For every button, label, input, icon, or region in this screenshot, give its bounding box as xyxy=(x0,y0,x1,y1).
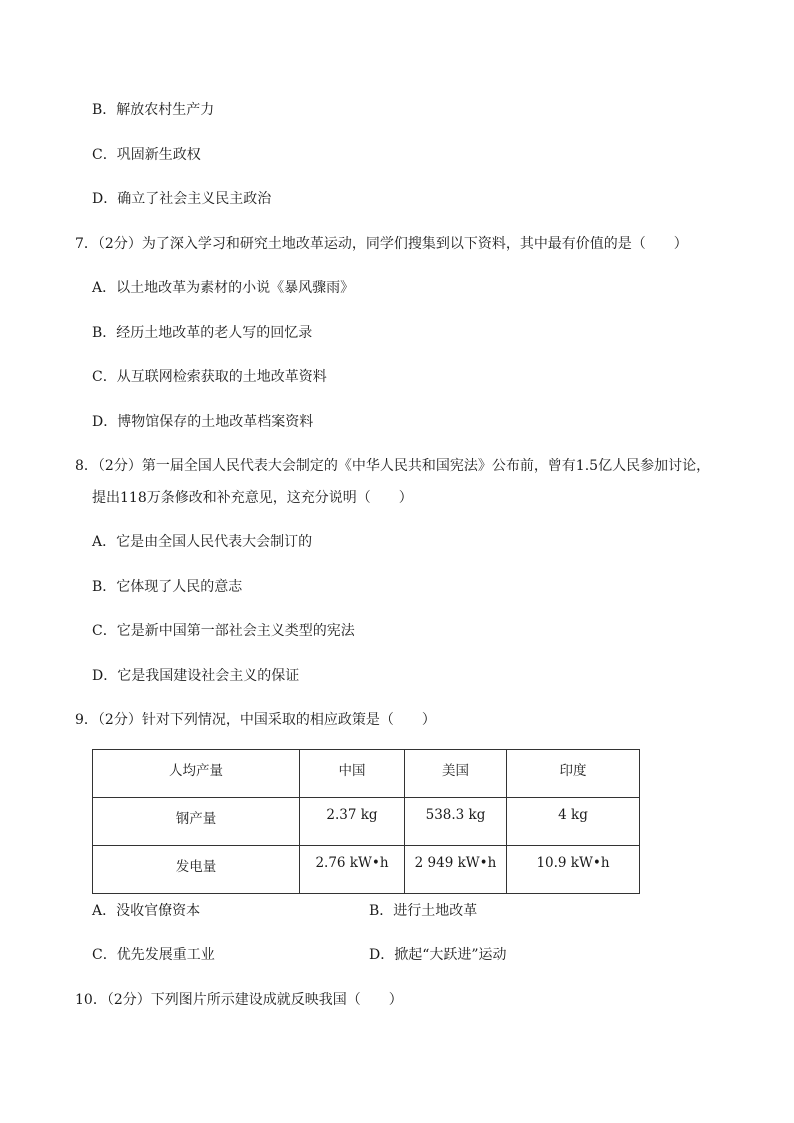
q9-option-a: A．没收官僚资本 xyxy=(92,903,201,919)
q6-option-c: C．巩固新生政权 xyxy=(92,147,201,163)
table-header-cell: 人均产量 xyxy=(93,750,300,798)
table-cell: 发电量 xyxy=(93,846,300,894)
q9-stem: 9．（2分）针对下列情况，中国采取的相应政策是（ ） xyxy=(75,712,436,728)
table-header-cell: 美国 xyxy=(405,750,507,798)
table-header-cell: 印度 xyxy=(507,750,640,798)
q8-option-d: D．它是我国建设社会主义的保证 xyxy=(92,668,300,684)
table-row xyxy=(93,846,640,894)
table-cell: 4 kg xyxy=(507,798,640,846)
table-cell: 10.9 kW•h xyxy=(507,846,640,894)
q7-option-c: C．从互联网检索获取的土地改革资料 xyxy=(92,369,327,385)
q6-option-d: D．确立了社会主义民主政治 xyxy=(92,191,272,207)
q7-option-d: D．博物馆保存的土地改革档案资料 xyxy=(92,414,314,430)
q9-option-d: D．掀起“大跃进”运动 xyxy=(369,947,507,963)
q6-option-b: B．解放农村生产力 xyxy=(92,102,215,118)
q8-option-b: B．它体现了人民的意志 xyxy=(92,579,243,595)
table-header-row xyxy=(93,750,640,798)
q8-stem-line1: 8．（2分）第一届全国人民代表大会制定的《中华人民共和国宪法》公布前，曾有1.5亿人民参加讨论， xyxy=(75,458,711,474)
q7-option-b: B．经历土地改革的老人写的回忆录 xyxy=(92,325,313,341)
table-cell: 2.76 kW•h xyxy=(300,846,405,894)
table-cell: 2.37 kg xyxy=(300,798,405,846)
q8-stem-line2: 提出118万条修改和补充意见，这充分说明（ ） xyxy=(92,490,413,506)
q7-stem: 7．（2分）为了深入学习和研究土地改革运动，同学们搜集到以下资料，其中最有价值的是（ ） xyxy=(75,236,688,252)
table-cell: 538.3 kg xyxy=(405,798,507,846)
table-cell: 2 949 kW•h xyxy=(405,846,507,894)
q8-option-c: C．它是新中国第一部社会主义类型的宪法 xyxy=(92,623,355,639)
q9-option-b: B．进行土地改革 xyxy=(369,903,478,919)
q8-option-a: A．它是由全国人民代表大会制订的 xyxy=(92,534,313,550)
q9-option-c: C．优先发展重工业 xyxy=(92,947,215,963)
table-header-cell: 中国 xyxy=(300,750,405,798)
q10-stem: 10．（2分）下列图片所示建设成就反映我国（ ） xyxy=(75,992,403,1008)
table-row xyxy=(93,798,640,846)
table-cell: 钢产量 xyxy=(93,798,300,846)
q7-option-a: A．以土地改革为素材的小说《暴风骤雨》 xyxy=(92,280,355,296)
production-table xyxy=(92,749,640,894)
